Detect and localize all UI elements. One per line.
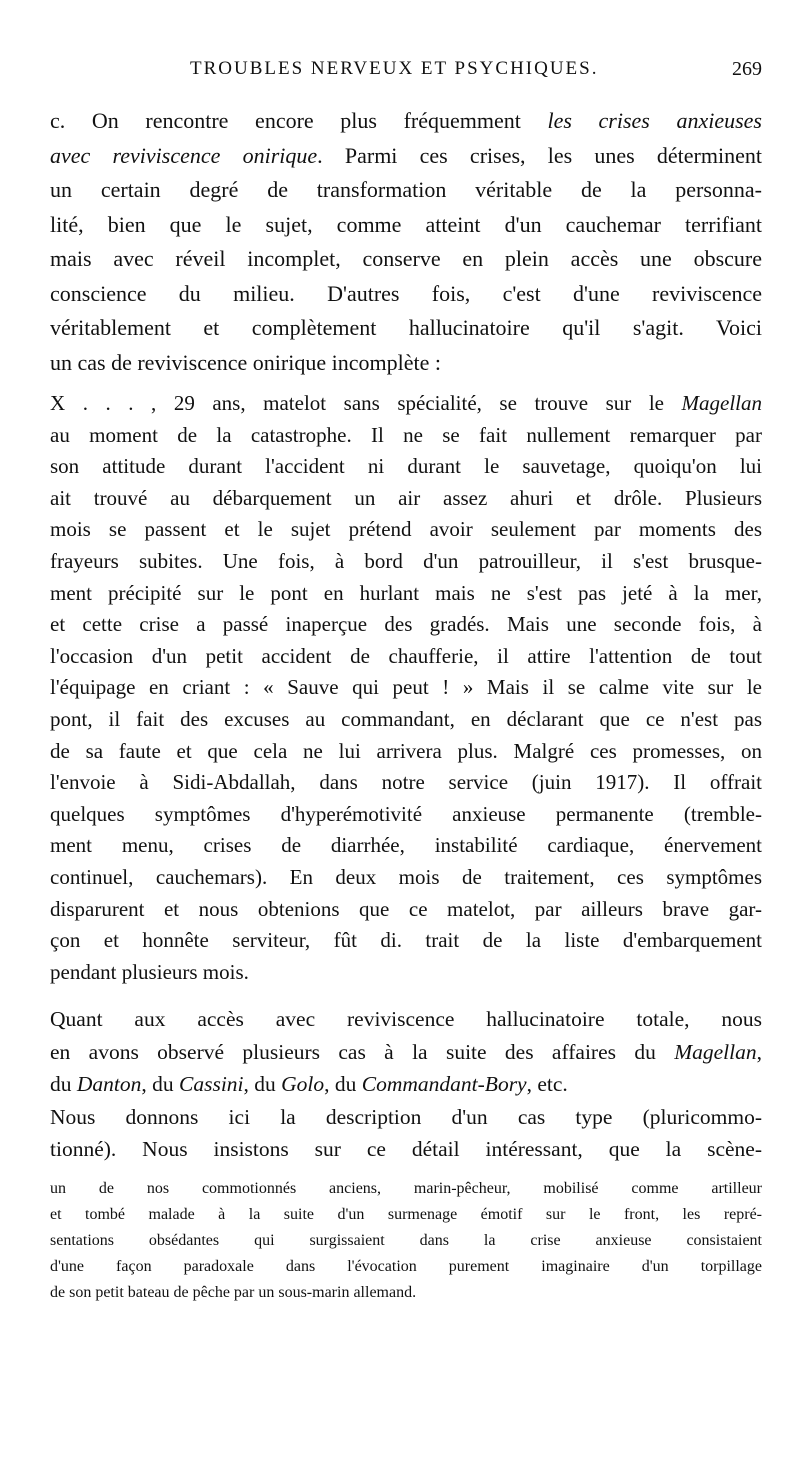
text-line: pendant plusieurs mois. (50, 959, 249, 984)
text-line: un cas de reviviscence onirique incomplète : (50, 349, 441, 375)
footnote-line: d'une façon paradoxale dans l'évocation purement imaginaire d'un torpillage (50, 1258, 762, 1275)
page-number: 269 (732, 58, 762, 80)
text-line: quelques symptômes d'hyperémotivité anxieuse permanente (tremble- (50, 801, 762, 826)
text-line: du Danton, du Cassini, du Golo, du Commandant-Bory, etc. (50, 1072, 568, 1096)
text-line: l'envoie à Sidi-Abdallah, dans notre service (juin 1917). Il offrait (50, 770, 762, 795)
text-line: Quant aux accès avec reviviscence hallucinatoire totale, nous (50, 1007, 762, 1031)
text-line: pont, il fait des excuses au commandant, en déclarant que ce n'est pas (50, 706, 762, 731)
text-line: c. On rencontre encore plus fréquemment les crises anxieuses (50, 108, 762, 133)
text-line: son attitude durant l'accident ni durant le sauvetage, quoiqu'on lui (50, 454, 762, 479)
text-line: mois se passent et le sujet prétend avoir seulement par moments des (50, 517, 762, 542)
text-line: au moment de la catastrophe. Il ne se fait nullement remarquer par (50, 422, 762, 447)
paragraph-hallucinatory-access (50, 1003, 762, 1166)
text-line: Nous donnons ici la description d'un cas type (pluricommo- (50, 1104, 762, 1129)
paragraph-anxious-crises (50, 104, 762, 380)
text-line: tionné). Nous insistons sur ce détail intéressant, que la scène- (50, 1137, 762, 1161)
running-title: TROUBLES NERVEUX ET PSYCHIQUES. (190, 58, 599, 79)
text-line: X . . . , 29 ans, matelot sans spécialité, se trouve sur le Magellan (50, 391, 762, 415)
footnote (50, 1176, 762, 1306)
text-line: un certain degré de transformation véritable de la personna- (50, 177, 762, 202)
text-line: mais avec réveil incomplet, conserve en plein accès une obscure (50, 246, 762, 271)
text-line: conscience du milieu. D'autres fois, c'est d'une reviviscence (50, 280, 762, 306)
text-line: l'équipage en criant : « Sauve qui peut ! » Mais il se calme vite sur le (50, 675, 762, 700)
footnote-line: sentations obsédantes qui surgissaient dans la crise anxieuse consistaient (50, 1232, 762, 1249)
text-line: ait trouvé au débarquement un air assez ahuri et drôle. Plusieurs (50, 485, 762, 510)
text-line: et cette crise a passé inaperçue des gradés. Mais une seconde fois, à (50, 612, 762, 637)
text-line: véritablement et complètement hallucinatoire qu'il s'agit. Voici (50, 315, 762, 340)
text-line: en avons observé plusieurs cas à la suite des affaires du Magellan, (50, 1039, 762, 1064)
text-line: de sa faute et que cela ne lui arrivera plus. Malgré ces promesses, on (50, 738, 762, 763)
text-line: lité, bien que le sujet, comme atteint d'un cauchemar terrifiant (50, 211, 762, 237)
page-header (0, 58, 800, 88)
footnote-line: de son petit bateau de pêche par un sous-marin allemand. (50, 1284, 417, 1301)
text-line: disparurent et nous obtenions que ce matelot, par ailleurs brave gar- (50, 896, 762, 921)
text-line: continuel, cauchemars). En deux mois de traitement, ces symptômes (50, 864, 762, 889)
footnote-line: et tombé malade à la suite d'un surmenage émotif sur le front, les repré- (50, 1206, 762, 1223)
text-line: l'occasion d'un petit accident de chaufferie, il attire l'attention de tout (50, 643, 762, 668)
footnote-line: un de nos commotionnés anciens, marin-pêcheur, mobilisé comme artilleur (50, 1180, 762, 1197)
case-report (50, 388, 762, 988)
text-line: avec reviviscence onirique. Parmi ces crises, les unes déterminent (50, 142, 762, 168)
text-line: ment menu, crises de diarrhée, instabilité cardiaque, énervement (50, 833, 762, 858)
text-line: frayeurs subites. Une fois, à bord d'un patrouilleur, il s'est brusque- (50, 548, 762, 573)
text-line: ment précipité sur le pont en hurlant mais ne s'est pas jeté à la mer, (50, 580, 762, 605)
text-line: çon et honnête serviteur, fût di. trait de la liste d'embarquement (50, 928, 762, 953)
